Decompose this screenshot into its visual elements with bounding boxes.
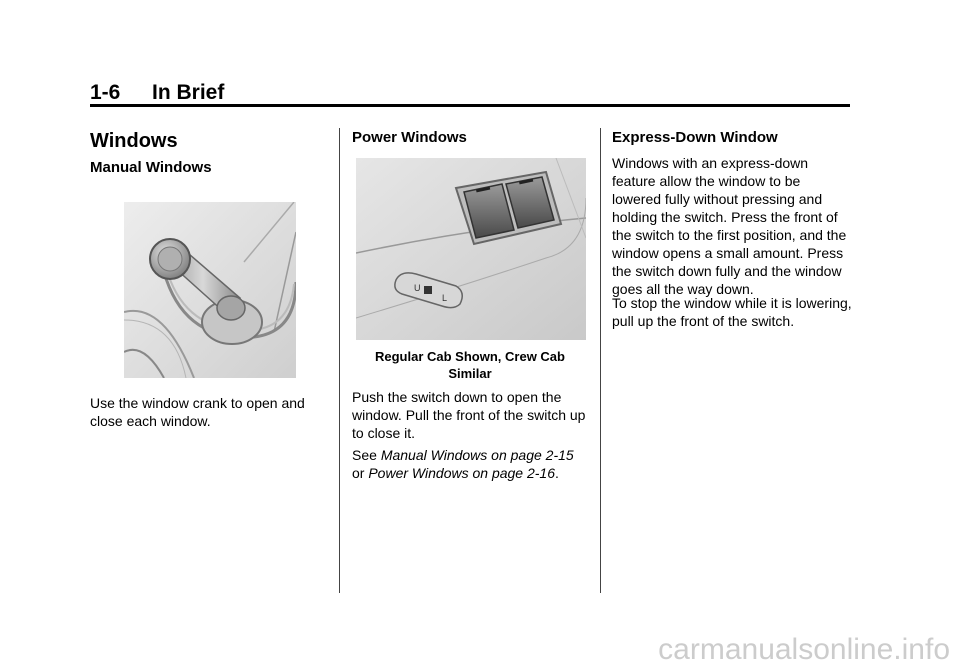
column-divider-1 [339,128,340,593]
watermark: carmanualsonline.info [658,633,950,666]
header-rule [90,104,850,107]
column-divider-2 [600,128,601,593]
svg-text:L: L [442,293,448,303]
svg-text:U: U [414,283,421,293]
express-down-heading: Express-Down Window [612,129,778,146]
see-also-text [352,446,588,482]
power-windows-reference: Power Windows on page 2-16 [368,465,555,481]
power-windows-heading: Power Windows [352,129,467,146]
image-caption: Regular Cab Shown, Crew Cab Similar [375,349,565,381]
power-window-switch-illustration [356,158,586,340]
express-down-para-1: Windows with an express-down feature allow the window to be lowered fully without pressing and holding the switch. Press the front of the switch to the first position, and the window opens a small amount. Press the switch down fully and the window goes all the way down. [612,155,847,297]
page-title: Windows [90,130,178,152]
manual-windows-heading: Manual Windows [90,159,212,176]
express-down-para-2: To stop the window while it is lowering, pull up the front of the switch. [612,295,852,329]
manual-windows-reference: Manual Windows on page 2-15 [380,447,574,463]
page-header [90,80,850,106]
manual-windows-text: Use the window crank to open and close each window. [90,395,305,429]
see-or: or [352,465,365,481]
page-number: 1-6 [90,81,121,104]
see-prefix: See [352,447,377,463]
section-title: In Brief [152,81,225,104]
power-windows-text: Push the switch down to open the window. Pull the front of the switch up to close it. [352,389,586,441]
see-end: . [555,465,559,481]
window-crank-illustration [124,202,296,378]
